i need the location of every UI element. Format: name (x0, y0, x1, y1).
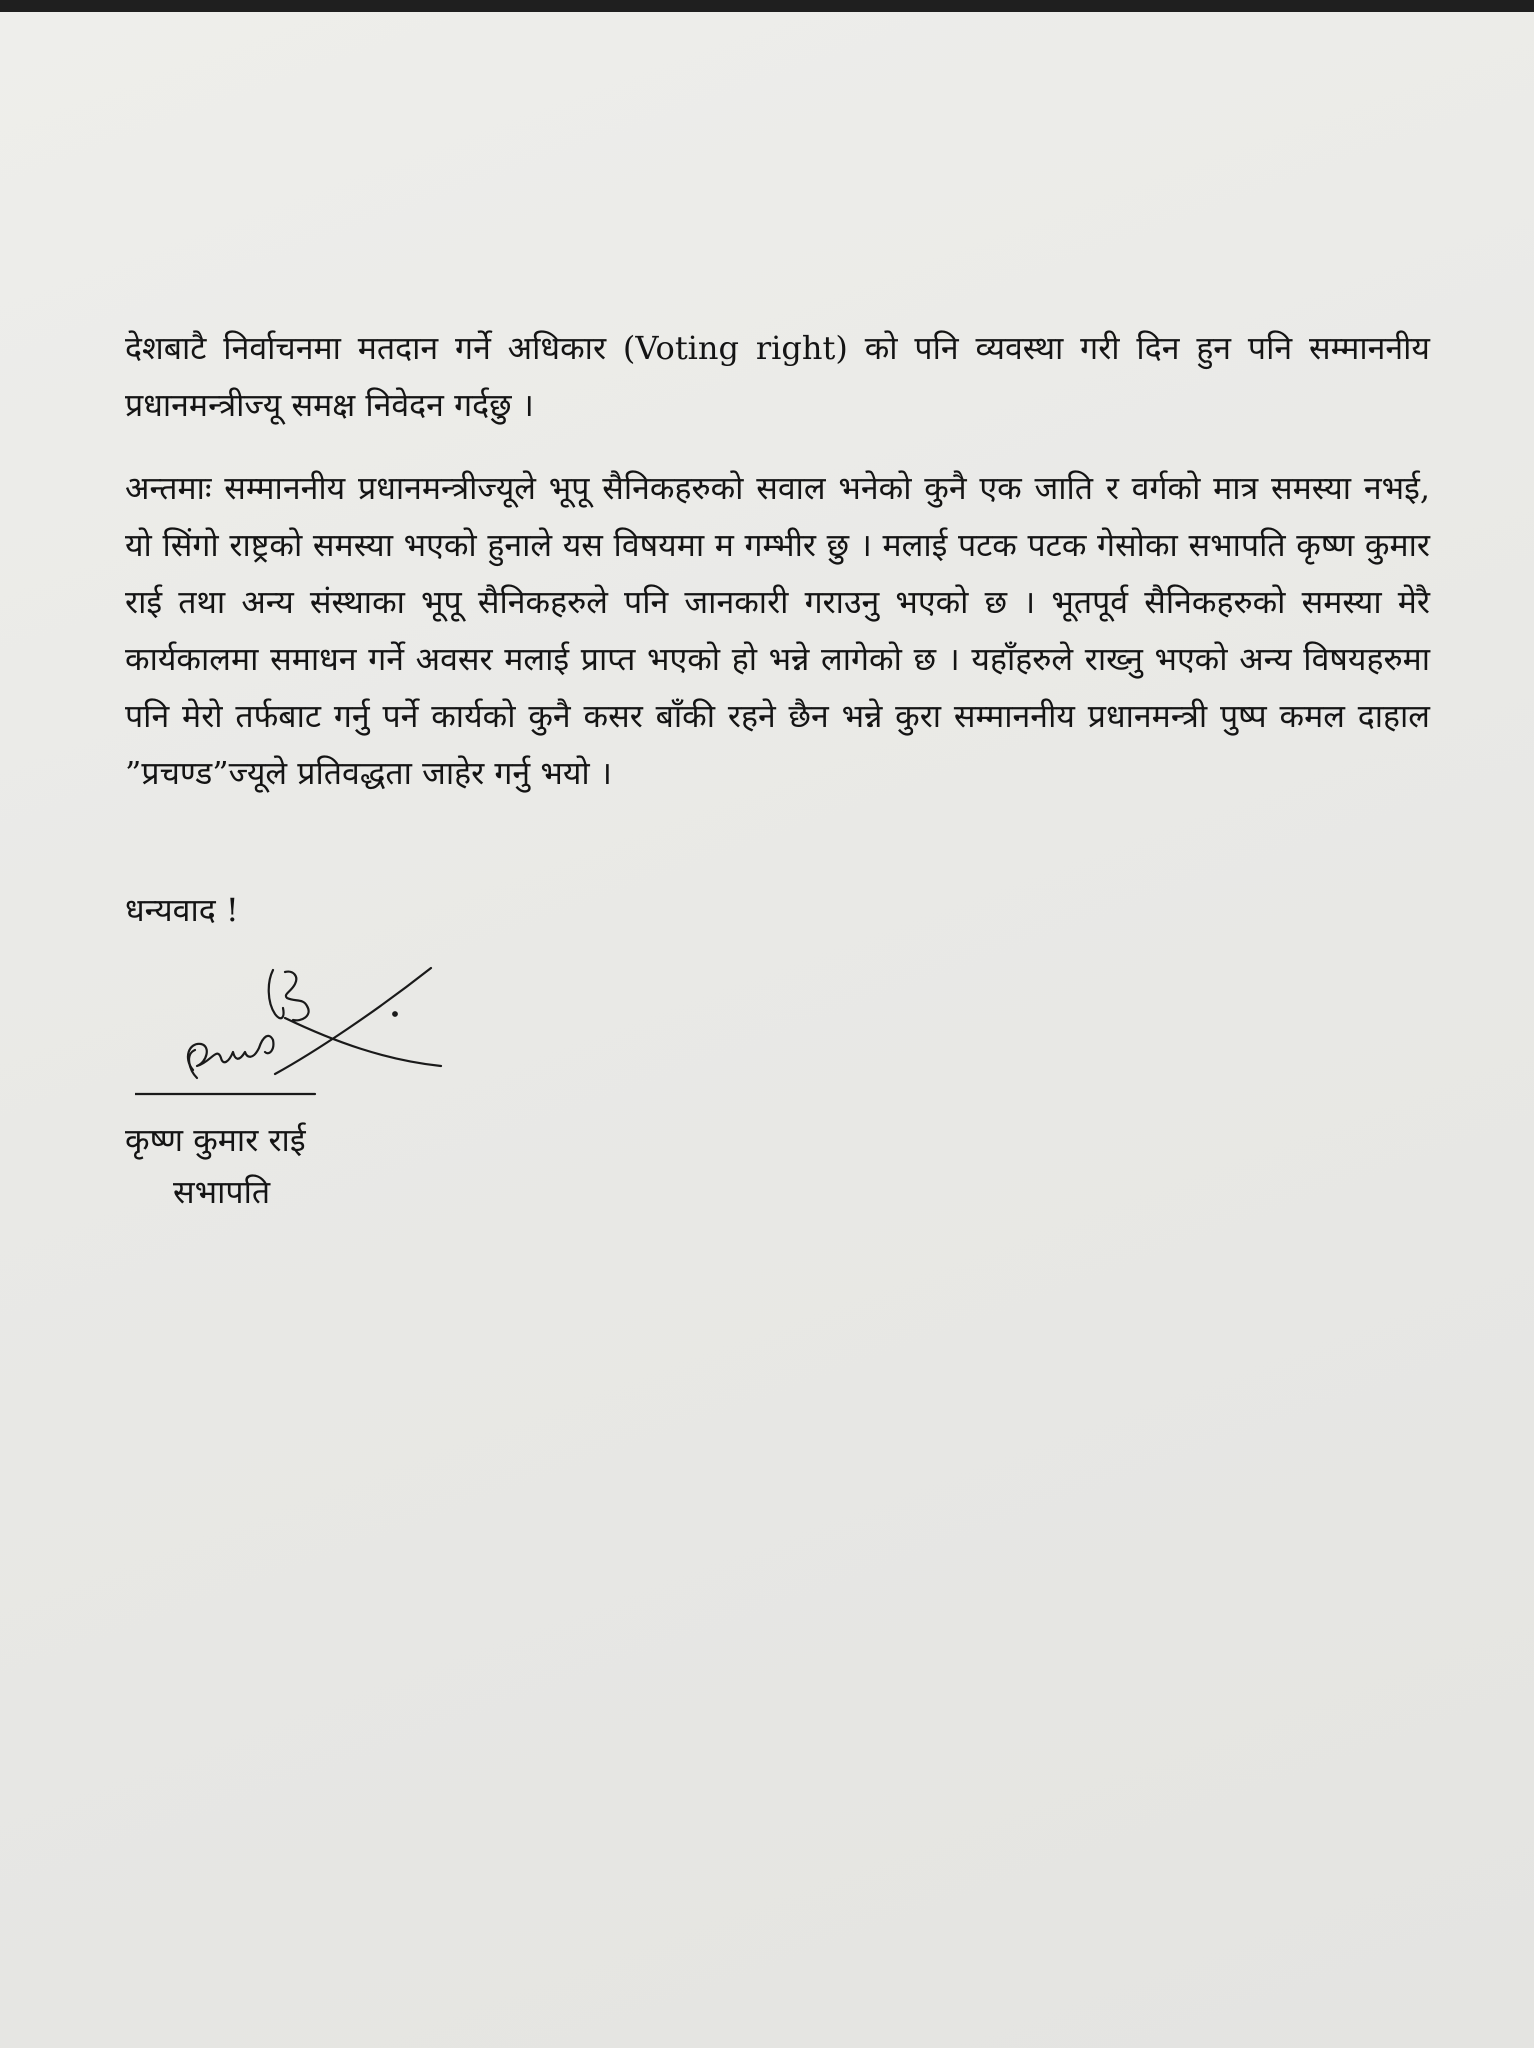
page-top-edge (0, 0, 1534, 12)
signatory-title: सभापति (173, 1173, 271, 1211)
paragraph-conclusion: अन्तमाः सम्माननीय प्रधानमन्त्रीज्यूले भूपू सैनिकहरुको सवाल भनेको कुनै एक जाति र वर्गको मात्र समस्या नभई, यो सिंगो राष्ट्रको समस्या भएको हुनाले यस विषयमा म गम्भीर छु । मलाई पटक पटक गेसोका सभापति कृष्ण कुमार राई तथा अन्य संस्थाका भूपू सैनिकहरुले पनि जानकारी गराउनु भएको छ । भूतपूर्व सैनिकहरुको समस्या मेरै कार्यकालमा समाधन गर्ने अवसर मलाई प्राप्त भएको हो भन्ने लागेको छ । यहाँहरुले राख्नु भएको अन्य विषयहरुमा पनि मेरो तर्फबाट गर्नु पर्ने कार्यको कुनै कसर बाँकी रहने छैन भन्ने कुरा सम्माननीय प्रधानमन्त्री पुष्प कमल दाहाल ”प्रचण्ड”ज्यूले प्रतिवद्धता जाहेर गर्नु भयो । (125, 469, 1430, 792)
paragraph-voting-right: देशबाटै निर्वाचनमा मतदान गर्ने अधिकार (Voting right) को पनि व्यवस्था गरी दिन हुन पनि सम्माननीय प्रधानमन्त्रीज्यू समक्ष निवेदन गर्दछु । (125, 329, 1430, 424)
closing-thanks: धन्यवाद ! (125, 891, 239, 929)
handwritten-signature (135, 962, 455, 1122)
signatory-name: कृष्ण कुमार राई (125, 1121, 306, 1159)
document-page (0, 12, 1534, 2048)
